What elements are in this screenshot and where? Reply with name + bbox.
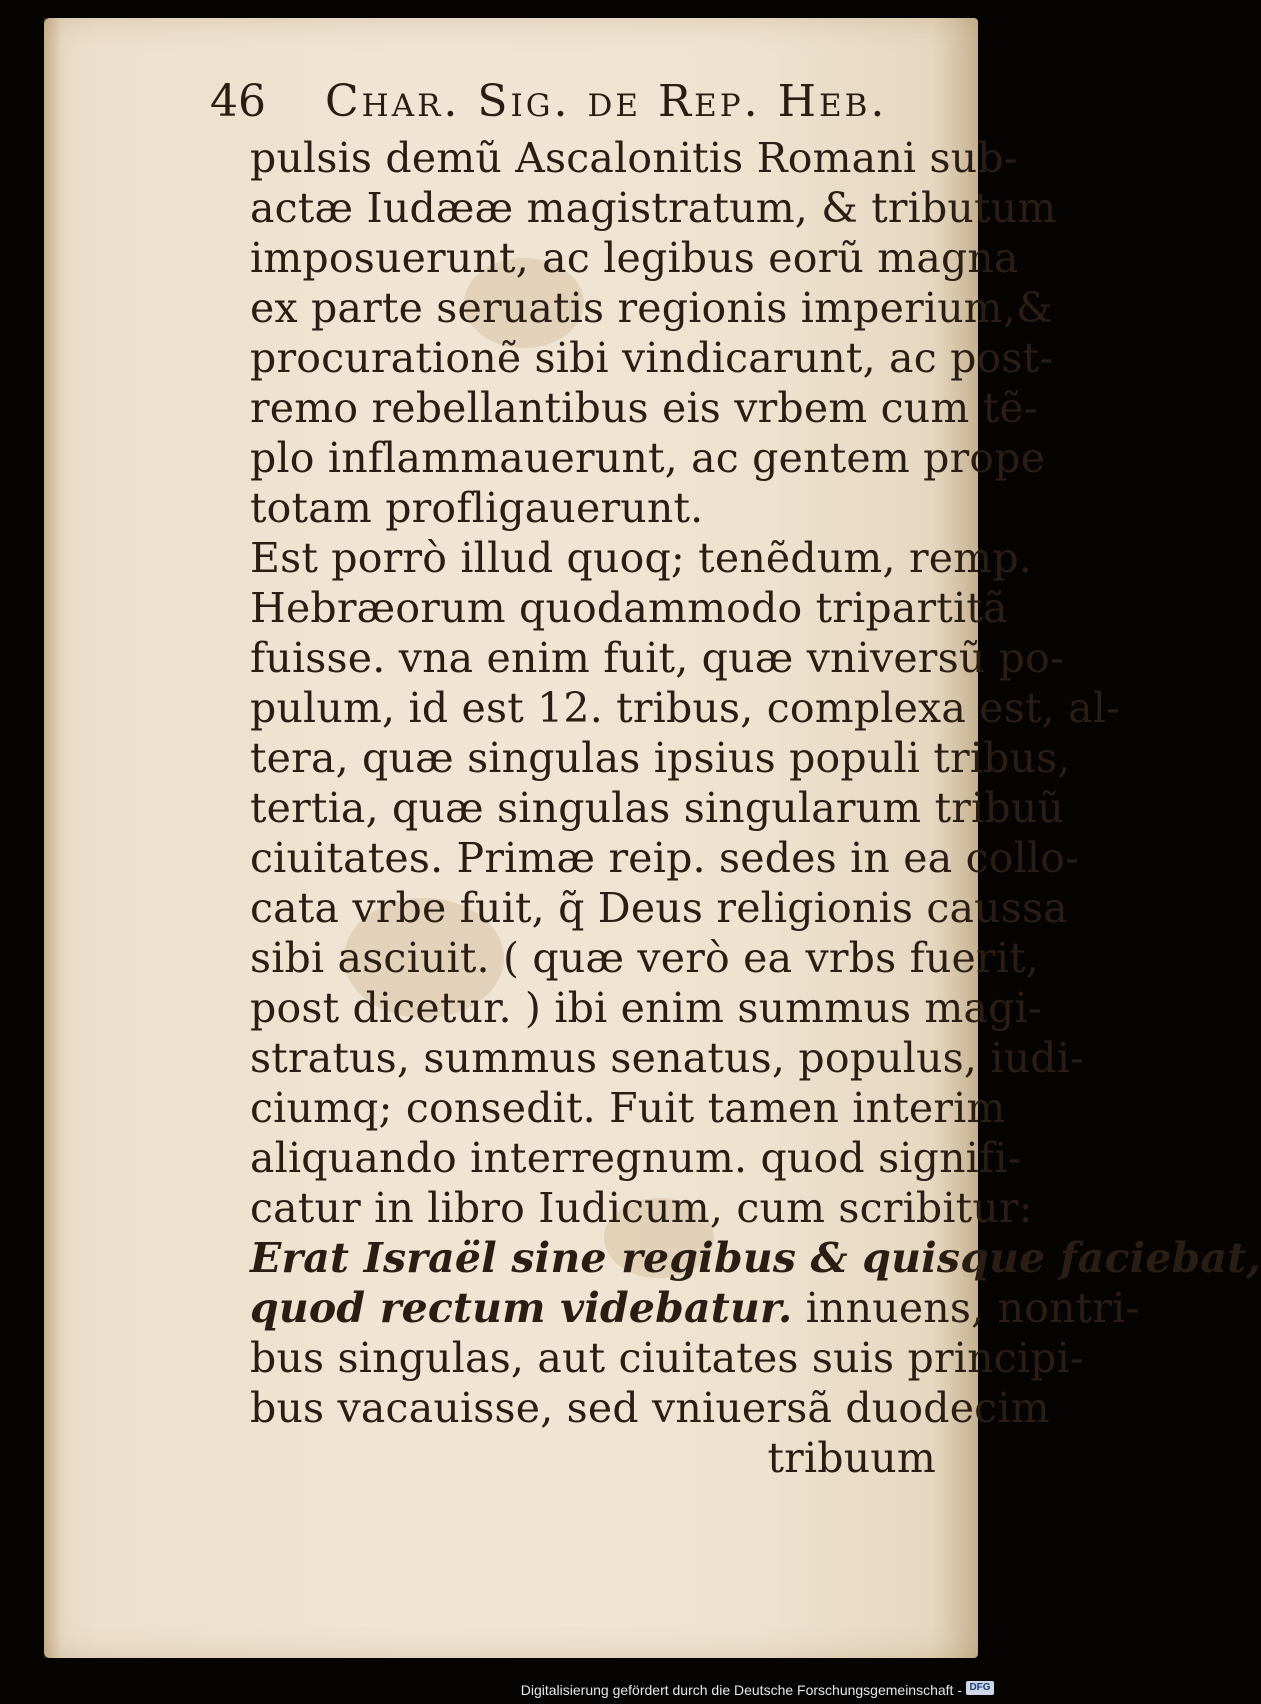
text-line: cata vrbe fuit, q̃ Deus religionis caussa <box>250 884 1068 932</box>
footer-credit: Digitalisierung gefördert durch die Deutsche Forschungsgemeinschaft - <box>520 1682 962 1698</box>
running-head: Char. Sig. de Rep. Heb. <box>325 76 888 127</box>
text-line: actæ Iudææ magistratum, & tributum <box>250 184 1057 232</box>
text-line-mixed <box>250 1283 1140 1333</box>
text-line: procurationẽ sibi vindicarunt, ac post- <box>250 334 1054 382</box>
text-line: tertia, quæ singulas singularum tribuũ <box>250 784 1065 832</box>
text-line: aliquando interregnum. quod signifi- <box>250 1134 1022 1182</box>
text-line: tera, quæ singulas ipsius populi tribus, <box>250 734 1071 782</box>
text-line: bus vacauisse, sed vniuersã duodecim <box>250 1384 1050 1432</box>
text-line: imposuerunt, ac legibus eorũ magna <box>250 234 1019 282</box>
text-line: pulsis demũ Ascalonitis Romani sub- <box>250 134 1018 182</box>
text-line: bus singulas, aut ciuitates suis principi- <box>250 1334 1084 1382</box>
text-line: ex parte seruatis regionis imperium,& <box>250 284 1053 332</box>
text-line: post dicetur. ) ibi enim summus magi- <box>250 984 1042 1032</box>
text-line: sibi asciuit. ( quæ verò ea vrbs fuerit, <box>250 934 1040 982</box>
italic-quote-end: quod rectum videbatur. <box>250 1284 793 1332</box>
dfg-logo: DFG <box>966 1681 994 1695</box>
text-line-tail: innuens, nontri- <box>792 1284 1140 1332</box>
text-line: totam profligauerunt. <box>250 484 704 532</box>
catchword: tribuum <box>767 1434 936 1482</box>
italic-quote-line: Erat Israël sine regibus & quisque faciebat, <box>250 1234 1261 1282</box>
text-line: fuisse. vna enim fuit, quæ vniversũ po- <box>250 634 1065 682</box>
text-line: plo inflammauerunt, ac gentem prope <box>250 434 1046 482</box>
text-line: Est porrò illud quoq; tenẽdum, remp. <box>250 534 1032 582</box>
text-line: remo rebellantibus eis vrbem cum tẽ- <box>250 384 1038 432</box>
text-line: pulum, id est 12. tribus, complexa est, al- <box>250 684 1121 732</box>
main-text <box>250 133 1261 1483</box>
page-number: 46 <box>210 76 266 127</box>
page-header <box>210 62 900 132</box>
text-line: ciuitates. Primæ reip. sedes in ea collo- <box>250 834 1080 882</box>
text-line: catur in libro Iudicum, cum scribitur: <box>250 1184 1033 1232</box>
text-line: Hebræorum quodammodo tripartitã <box>250 584 1008 632</box>
digitization-footer <box>0 1674 1000 1704</box>
text-line: ciumq; consedit. Fuit tamen interim <box>250 1084 1006 1132</box>
text-line: stratus, summus senatus, populus, iudi- <box>250 1034 1085 1082</box>
